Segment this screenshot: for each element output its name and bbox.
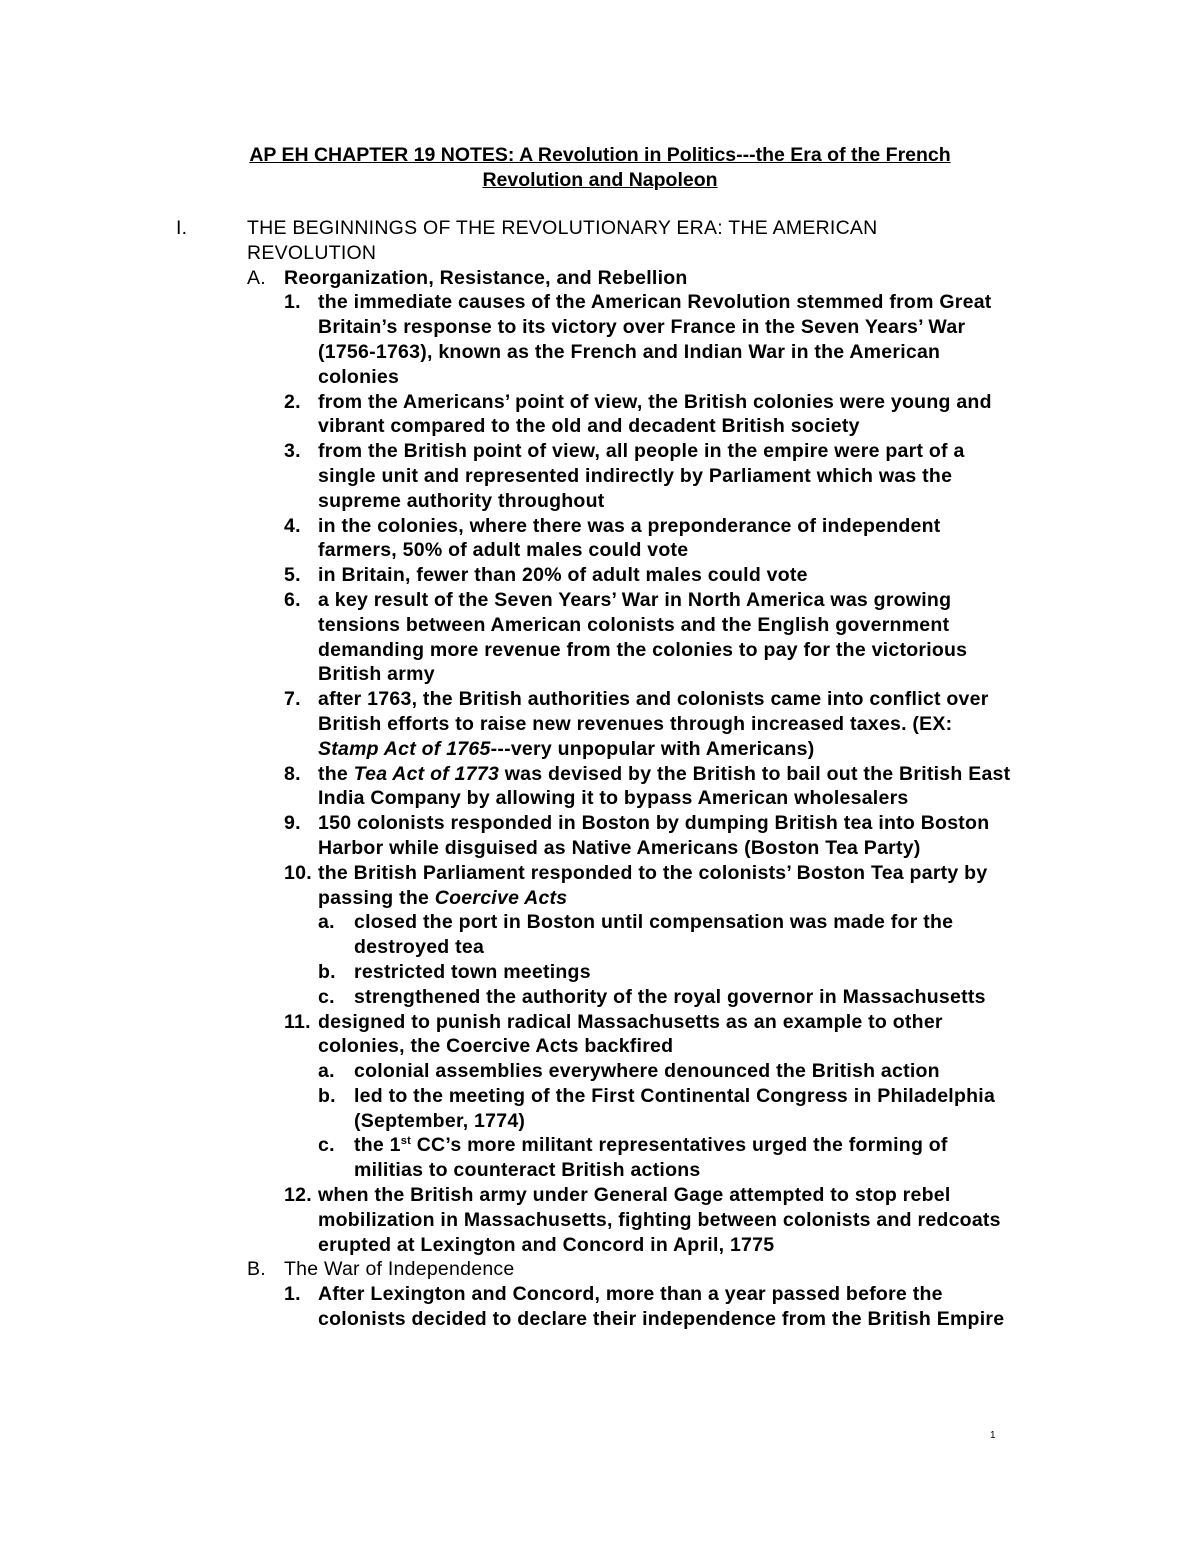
list-item-text: After Lexington and Concord, more than a year passed before the colonists decided to declare their independence from the British Empire (318, 1283, 1005, 1331)
title-line-2: Revolution and Napoleon (482, 169, 718, 191)
list-item-label: 1. (284, 291, 301, 314)
sub-list-item-text (318, 1133, 1014, 1183)
text-run: the (318, 762, 354, 785)
list-item-text: in Britain, fewer than 20% of adult males could vote (318, 564, 808, 587)
list-item-label: 1. (284, 1283, 301, 1306)
list-item (284, 1183, 1200, 1257)
list-item-label: 5. (284, 564, 301, 587)
list-item-text (284, 687, 1018, 761)
list-item (284, 563, 1200, 588)
sub-list-item (318, 910, 1200, 960)
list-item (284, 687, 1200, 761)
list-item-text: when the British army under General Gage attempted to stop rebel mobilization in Massachusetts, fighting between colonists and redcoats erupted at Lexington and Concord in April, 1775 (318, 1184, 1001, 1256)
section-1 (176, 216, 1200, 266)
sub-list-item (318, 1059, 1200, 1084)
list-item-text: designed to punish radical Massachusetts as an example to other colonies, the Coercive Acts backfired (318, 1010, 943, 1058)
subsection-b-heading: The War of Independence (284, 1258, 515, 1281)
stamp-act-title: Stamp Act of 1765 (318, 737, 491, 760)
list-item (284, 290, 1200, 389)
sub-list-item (318, 985, 1200, 1010)
section-1-heading: THE BEGINNINGS OF THE REVOLUTIONARY ERA: THE AMERICAN REVOLUTION (247, 217, 878, 264)
list-item-text: from the British point of view, all people in the empire were part of a single unit and represented indirectly by Parliament which was the supreme authority throughout (318, 440, 965, 512)
list-item-label: 6. (284, 588, 301, 611)
list-item-label: 8. (284, 762, 301, 785)
sub-list-item-label: a. (318, 911, 335, 934)
list-item-text: 150 colonists responded in Boston by dumping British tea into Boston Harbor while disguised as Native Americans (Boston Tea Party) (318, 812, 990, 859)
ordinal-superscript: st (400, 1135, 412, 1148)
text-run: ---very unpopular with Americans) (490, 737, 815, 760)
list-item-label: 9. (284, 812, 301, 835)
sub-list-item-label: b. (318, 1084, 336, 1107)
text-run: after 1763, the British authorities and colonists came into conflict over British efforts to raise new revenues through increased taxes. (EX: (318, 688, 989, 735)
list-item (284, 811, 1200, 861)
list-item-label: 10. (284, 861, 312, 884)
list-item-text: the immediate causes of the American Revolution stemmed from Great Britain’s response to its victory over France in the Seven Years’ War (1756-1763), known as the French and Indian War in the American colonies (318, 291, 992, 388)
sub-list-item-text: colonial assemblies everywhere denounced the British action (354, 1060, 940, 1083)
list-item (284, 439, 1200, 513)
list-item-label: 7. (284, 688, 301, 711)
list-item (284, 861, 1200, 911)
list-item-label: 2. (284, 390, 301, 413)
text-run: was devised by the British to bail out the British East India Company by allowing it to bypass American wholesalers (318, 762, 1011, 810)
sub-list-item-text: closed the port in Boston until compensation was made for the destroyed tea (354, 911, 954, 959)
list-item-text: from the Americans’ point of view, the British colonies were young and vibrant compared to the old and decadent British society (318, 390, 992, 438)
list-item-text (284, 762, 1018, 812)
section-1-label: I. (176, 217, 188, 239)
sub-list-item-label: c. (318, 985, 335, 1008)
title-line-1: AP EH CHAPTER 19 NOTES: A Revolution in Politics---the Era of the French (249, 144, 951, 166)
subsection-b-label: B. (247, 1258, 266, 1281)
list-item (284, 762, 1200, 812)
list-item (284, 588, 1200, 687)
sub-list-item-text: strengthened the authority of the royal governor in Massachusetts (354, 985, 986, 1008)
page-title (100, 143, 1100, 193)
sub-list-item (318, 1084, 1200, 1134)
sub-list-item-label: a. (318, 1060, 335, 1083)
list-item-label: 4. (284, 514, 301, 537)
sub-list-item-label: b. (318, 960, 336, 983)
tea-act-title: Tea Act of 1773 (353, 762, 500, 785)
sub-list-item-text: led to the meeting of the First Continental Congress in Philadelphia (September, 1774) (354, 1084, 996, 1132)
sub-list-item-text: restricted town meetings (354, 960, 591, 983)
sub-list-item (318, 1133, 1200, 1183)
page-number: 1 (990, 1430, 996, 1441)
list-item (284, 390, 1200, 440)
coercive-acts-title: Coercive Acts (434, 886, 568, 909)
list-item-text: a key result of the Seven Years’ War in North America was growing tensions between American colonists and the English government demanding more revenue from the colonies to pay for the victorious British army (318, 588, 968, 686)
list-item-label: 3. (284, 440, 301, 463)
notes-outline (0, 216, 1200, 1332)
list-item-label: 11. (284, 1010, 311, 1033)
subsection-a-label: A. (247, 266, 266, 289)
subsection-a-heading: Reorganization, Resistance, and Rebellion (284, 266, 688, 289)
subsection-b (247, 1257, 1200, 1282)
text-run: CC’s more militant representatives urged the forming of militias to counteract British actions (354, 1134, 948, 1182)
list-item (284, 514, 1200, 564)
list-item (284, 1010, 1200, 1060)
sub-list-item-label: c. (318, 1134, 335, 1157)
text-run: the 1 (354, 1134, 401, 1157)
subsection-a (247, 266, 1200, 291)
list-item (284, 1282, 1200, 1332)
list-item-text (284, 861, 1018, 911)
list-item-text: in the colonies, where there was a preponderance of independent farmers, 50% of adult males could vote (318, 514, 941, 562)
list-item-label: 12. (284, 1184, 312, 1207)
text-run: the British Parliament responded to the colonists’ Boston Tea party by passing the (318, 861, 988, 909)
sub-list-item (318, 960, 1200, 985)
